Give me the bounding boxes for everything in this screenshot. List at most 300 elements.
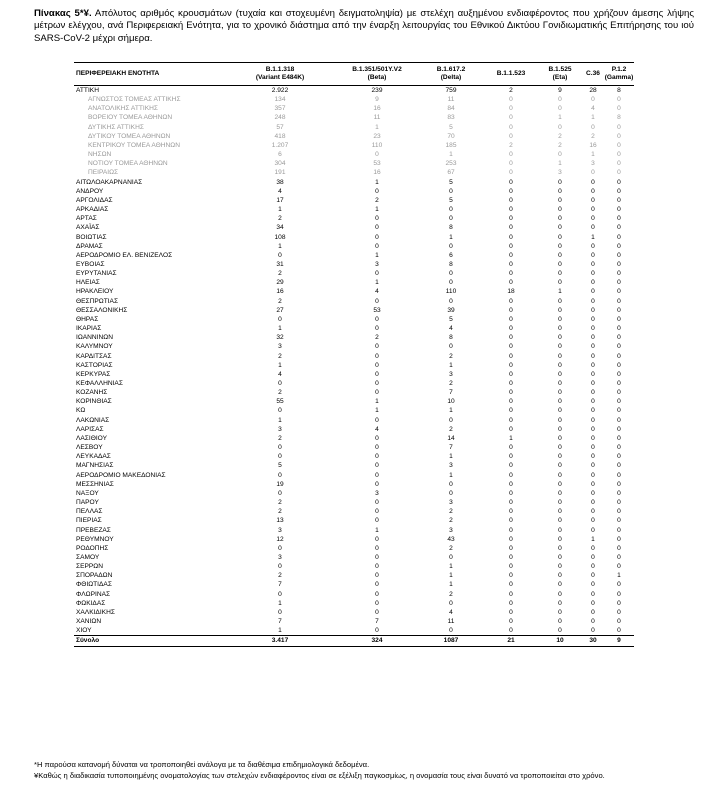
case-count: 0 [509,178,513,186]
subregion-row [74,141,634,150]
case-count: 1 [591,233,595,241]
case-count: 4 [375,288,379,296]
region-name: ΜΑΓΝΗΣΙΑΣ [76,462,114,470]
case-count: 2 [278,508,282,516]
case-count: 0 [617,315,621,323]
case-count: 16 [276,288,284,296]
case-count: 18 [507,288,515,296]
total-row [74,636,634,646]
column-header-variant [484,63,538,86]
table-row [74,205,634,214]
case-count: 1 [375,398,379,406]
region-name: ΛΕΣΒΟΥ [76,444,103,452]
column-header-variant [418,63,484,86]
case-count: 0 [375,563,379,571]
case-count: 0 [591,380,595,387]
case-count: 0 [558,444,562,452]
case-count: 0 [617,608,621,616]
table-row [74,214,634,223]
case-count: 0 [558,279,562,287]
case-count: 6 [449,251,453,259]
case-count: 1 [375,279,379,287]
case-count: 1 [375,251,379,259]
case-count: 0 [509,499,513,507]
case-count: 17 [276,196,284,204]
region-name: ΚΑΛΥΜΝΟΥ [76,343,113,351]
case-count: 0 [509,599,513,607]
case-count: 23 [373,132,381,140]
case-count: 0 [558,315,562,323]
case-count: 0 [375,215,379,223]
table-row [74,507,634,516]
case-count: 19 [276,480,284,488]
table-caption [34,8,694,45]
case-count: 0 [558,499,562,507]
case-count: 0 [375,224,379,232]
column-header-line1: B.1.1.318 [265,66,295,73]
case-count: 0 [558,544,562,552]
case-count: 0 [278,380,282,387]
region-name: ΑΕΡΟΔΡΟΜΙΟ ΕΛ. ΒΕΝΙΖΕΛΟΣ [76,251,173,259]
region-name: ΣΠΟΡΑΔΩΝ [76,572,113,580]
region-name: ΙΚΑΡΙΑΣ [76,325,102,333]
case-count: 0 [449,270,453,278]
case-count: 2 [278,434,282,442]
case-count: 2.922 [271,87,289,94]
case-count: 0 [591,279,595,287]
case-count: 0 [558,599,562,607]
table-row [74,553,634,562]
table-row [74,260,634,269]
table-row [74,242,634,251]
total-label: Σύνολο [74,636,224,646]
case-count: 0 [375,590,379,598]
case-count: 0 [591,325,595,333]
case-count: 0 [558,242,562,250]
case-count: 0 [617,517,621,525]
case-count: 28 [589,87,597,94]
case-count: 0 [558,215,562,223]
case-count: 134 [274,96,286,104]
case-count: 1 [558,160,562,168]
case-count: 70 [447,132,455,140]
case-count: 13 [276,517,284,525]
case-count: 0 [591,224,595,232]
case-count: 83 [447,114,455,122]
case-count: 304 [274,160,286,168]
region-name: ΗΛΕΙΑΣ [76,279,100,287]
region-name: ΘΗΡΑΣ [76,315,99,323]
case-count: 5 [449,196,453,204]
case-count: 2 [278,389,282,397]
region-name: ΚΕΡΚΥΡΑΣ [76,370,111,378]
case-count: 5 [278,462,282,470]
case-count: 0 [617,389,621,397]
region-name: ΚΕΝΤΡΙΚΟΥ ΤΟΜΕΑ ΑΘΗΝΩΝ [88,141,180,149]
case-count: 0 [617,306,621,314]
region-name: ΠΙΕΡΙΑΣ [76,517,102,525]
region-name: ΛΑΚΩΝΙΑΣ [76,416,110,424]
case-count: 0 [375,151,379,159]
case-count: 0 [509,361,513,369]
case-count: 0 [375,315,379,323]
case-count: 16 [373,169,381,177]
case-count: 0 [558,233,562,241]
case-count: 0 [449,297,453,305]
case-count: 0 [509,581,513,589]
case-count: 0 [375,627,379,635]
table-row [74,388,634,397]
case-count: 0 [591,608,595,616]
case-count: 0 [375,352,379,360]
case-count: 0 [558,398,562,406]
case-count: 2 [278,297,282,305]
case-count: 0 [558,434,562,442]
case-count: 0 [591,618,595,626]
case-count: 7 [449,444,453,452]
case-count: 0 [617,206,621,214]
case-count: 0 [278,444,282,452]
case-count: 11 [447,618,455,626]
column-header-variant [604,63,634,86]
case-count: 2 [278,215,282,223]
case-count: 0 [509,343,513,351]
case-count: 2 [449,508,453,516]
column-header-line1: C.36 [586,70,600,77]
case-count: 0 [375,581,379,589]
case-count: 3 [375,260,379,268]
region-name: ΙΩΑΝΝΙΝΩΝ [76,334,113,342]
column-header-line1: ΠΕΡΙΦΕΡΕΙΑΚΗ ΕΝΟΤΗΤΑ [76,70,160,77]
case-count: 0 [375,343,379,351]
case-count: 0 [591,553,595,561]
region-name: ΠΕΙΡΑΙΩΣ [88,169,119,177]
case-count: 1 [375,526,379,534]
case-count: 0 [509,471,513,479]
table-row [74,306,634,315]
table-row [74,361,634,370]
case-count: 0 [591,563,595,571]
table-row [74,489,634,498]
case-count: 0 [617,279,621,287]
case-count: 0 [375,480,379,488]
case-count: 0 [617,526,621,534]
table-row [74,315,634,324]
region-name: ΛΑΡΙΣΑΣ [76,425,104,433]
table-row [74,626,634,636]
total-count: 30 [582,636,604,646]
case-count: 27 [276,306,284,314]
region-name: ΡΕΘΥΜΝΟΥ [76,535,114,543]
case-count: 0 [278,315,282,323]
case-count: 0 [617,489,621,497]
case-count: 0 [558,489,562,497]
subregion-row [74,113,634,122]
case-count: 1 [449,233,453,241]
region-name: ΑΡΚΑΔΙΑΣ [76,206,109,214]
case-count: 1 [375,178,379,186]
case-count: 0 [509,407,513,415]
case-count: 67 [447,169,455,177]
region-name: ΛΑΣΙΘΙΟΥ [76,434,107,442]
region-name: ΚΑΣΤΟΡΙΑΣ [76,361,113,369]
case-count: 3 [449,526,453,534]
case-count: 0 [558,224,562,232]
region-name: ΧΙΟΥ [76,627,92,635]
column-header-line1: B.1.617.2 [436,66,466,73]
case-count: 1 [449,453,453,461]
case-count: 3 [278,425,282,433]
case-count: 0 [617,105,621,113]
case-count: 0 [449,599,453,607]
case-count: 0 [558,306,562,314]
case-count: 8 [449,260,453,268]
case-count: 0 [617,618,621,626]
case-count: 0 [591,416,595,424]
case-count: 0 [617,242,621,250]
case-count: 0 [591,434,595,442]
case-count: 0 [617,96,621,104]
case-count: 1 [509,434,513,442]
case-count: 1 [449,572,453,580]
case-count: 0 [558,270,562,278]
case-count: 0 [591,251,595,259]
case-count: 0 [591,297,595,305]
case-count: 0 [617,553,621,561]
table-row [74,608,634,617]
case-count: 0 [558,407,562,415]
case-count: 4 [278,370,282,378]
caption-text: Απόλυτος αριθμός κρουσμάτων (τυχαία και στοχευμένη δειγματοληψία) με στελέχη αυξημένου ενδιαφέροντος που χρήζουν άμεσης λήψης μέτρων ελέγχου, ανά Περιφερειακή Ενότητα, για το χρονικό διάστημα από την έναρξη λειτουργίας του Εθνικού Δικτύου Γονιδιωματικής Επιτήρησης του ιού SARS-CoV-2 μέχρι σήμερα. [34,8,694,44]
case-count: 0 [591,480,595,488]
case-count: 0 [509,260,513,268]
case-count: 0 [617,196,621,204]
case-count: 0 [617,123,621,131]
footnotes [34,760,694,781]
subregion-row [74,168,634,177]
region-name: ΑΓΝΩΣΤΟΣ ΤΟΜΕΑΣ ΑΤΤΙΚΗΣ [88,96,181,104]
region-name: ΕΥΒΟΙΑΣ [76,260,105,268]
region-name: ΣΕΡΡΩΝ [76,563,103,571]
case-count: 0 [617,334,621,342]
case-count: 0 [509,105,513,113]
case-count: 0 [591,425,595,433]
case-count: 0 [375,462,379,470]
caption-label: Πίνακας 5*¥. [34,8,92,19]
case-count: 0 [375,453,379,461]
case-count: 12 [276,535,284,543]
table-row [74,324,634,333]
case-count: 0 [509,535,513,543]
case-count: 0 [558,627,562,635]
case-count: 0 [509,480,513,488]
case-count: 0 [591,123,595,131]
case-count: 2 [278,572,282,580]
table-row [74,196,634,205]
case-count: 0 [591,242,595,250]
case-count: 3 [449,499,453,507]
case-count: 84 [447,105,455,113]
case-count: 7 [278,581,282,589]
case-count: 4 [449,608,453,616]
case-count: 0 [591,315,595,323]
case-count: 1 [449,471,453,479]
case-count: 8 [617,114,621,122]
region-name: ΚΩ [76,407,86,415]
region-name: ΑΝΔΡΟΥ [76,187,104,195]
case-count: 2 [449,517,453,525]
case-count: 0 [591,260,595,268]
region-name: ΔΥΤΙΚΟΥ ΤΟΜΕΑ ΑΘΗΝΩΝ [88,132,171,140]
case-count: 0 [591,96,595,104]
case-count: 0 [558,105,562,113]
case-count: 0 [591,178,595,186]
table-row [74,251,634,260]
case-count: 0 [558,260,562,268]
case-count: 2 [449,590,453,598]
case-count: 0 [617,480,621,488]
region-name: ΔΡΑΜΑΣ [76,242,103,250]
case-count: 0 [617,599,621,607]
variants-table [74,62,634,647]
case-count: 0 [509,526,513,534]
region-name: ΑΕΡΟΔΡΟΜΙΟ ΜΑΚΕΔΟΝΙΑΣ [76,471,166,479]
case-count: 0 [591,187,595,195]
case-count: 1 [375,123,379,131]
region-name: ΒΟΙΩΤΙΑΣ [76,233,107,241]
region-name: ΠΕΛΛΑΣ [76,508,103,516]
case-count: 0 [617,297,621,305]
table-row [74,342,634,351]
case-count: 1 [558,288,562,296]
case-count: 0 [449,242,453,250]
case-count: 7 [375,618,379,626]
case-count: 0 [449,279,453,287]
table-row [74,86,634,96]
case-count: 0 [558,380,562,387]
case-count: 0 [591,398,595,406]
table-row [74,599,634,608]
case-count: 0 [509,453,513,461]
region-name: ΘΕΣΠΡΩΤΙΑΣ [76,297,119,305]
case-count: 2 [558,132,562,140]
case-count: 0 [558,480,562,488]
case-count: 0 [375,599,379,607]
case-count: 4 [278,187,282,195]
case-count: 43 [447,535,455,543]
column-header-region [74,63,224,86]
case-count: 0 [591,343,595,351]
case-count: 11 [447,96,455,104]
region-name: ΑΡΓΟΛΙΔΑΣ [76,196,113,204]
case-count: 0 [591,288,595,296]
case-count: 0 [375,608,379,616]
case-count: 8 [449,224,453,232]
region-name: ΛΕΥΚΑΔΑΣ [76,453,111,461]
case-count: 0 [558,325,562,333]
case-count: 0 [558,425,562,433]
case-count: 0 [509,370,513,378]
region-name: ΦΘΙΩΤΙΔΑΣ [76,581,112,589]
case-count: 0 [591,306,595,314]
subregion-row [74,95,634,104]
case-count: 0 [617,233,621,241]
case-count: 0 [509,334,513,342]
case-count: 0 [278,590,282,598]
case-count: 5 [449,178,453,186]
case-count: 0 [591,270,595,278]
case-count: 0 [375,370,379,378]
case-count: 0 [617,508,621,516]
case-count: 0 [375,361,379,369]
column-header-variant [538,63,582,86]
case-count: 0 [558,581,562,589]
total-count: 3.417 [224,636,336,646]
case-count: 0 [617,535,621,543]
table-row [74,379,634,388]
case-count: 0 [375,325,379,333]
case-count: 16 [589,141,597,149]
case-count: 0 [278,471,282,479]
case-count: 38 [276,178,284,186]
case-count: 0 [617,471,621,479]
table-row [74,526,634,535]
case-count: 0 [617,187,621,195]
region-name: ΑΝΑΤΟΛΙΚΗΣ ΑΤΤΙΚΗΣ [88,105,158,113]
case-count: 0 [278,453,282,461]
region-name: ΚΟΖΑΝΗΣ [76,389,108,397]
case-count: 0 [375,297,379,305]
case-count: 1 [449,407,453,415]
case-count: 0 [617,380,621,387]
case-count: 0 [558,608,562,616]
case-count: 0 [509,279,513,287]
case-count: 0 [591,462,595,470]
case-count: 0 [617,499,621,507]
case-count: 0 [617,627,621,635]
case-count: 0 [509,251,513,259]
case-count: 9 [375,96,379,104]
case-count: 0 [591,526,595,534]
case-count: 0 [509,187,513,195]
case-count: 2 [449,425,453,433]
case-count: 0 [509,380,513,387]
table-row [74,498,634,507]
case-count: 0 [375,544,379,552]
case-count: 0 [558,251,562,259]
case-count: 0 [509,618,513,626]
case-count: 0 [558,370,562,378]
case-count: 239 [371,87,383,94]
region-name: ΑΙΤΩΛΟΑΚΑΡΝΑΝΙΑΣ [76,178,143,186]
case-count: 0 [278,251,282,259]
case-count: 0 [509,627,513,635]
case-count: 253 [445,160,457,168]
case-count: 0 [591,581,595,589]
table-row [74,187,634,196]
case-count: 55 [276,398,284,406]
case-count: 0 [558,453,562,461]
case-count: 0 [375,517,379,525]
case-count: 0 [617,178,621,186]
case-count: 9 [558,87,562,94]
case-count: 3 [278,553,282,561]
case-count: 0 [591,389,595,397]
case-count: 0 [591,407,595,415]
case-count: 0 [449,553,453,561]
case-count: 0 [509,590,513,598]
table-row [74,516,634,525]
